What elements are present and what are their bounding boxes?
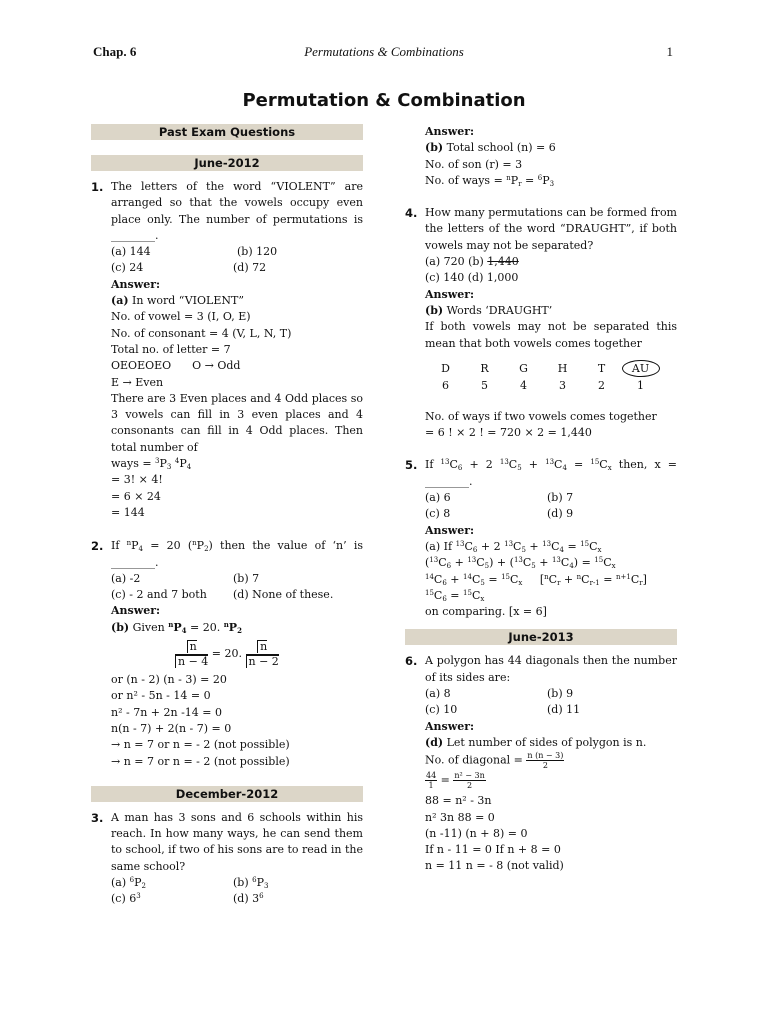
answer-label: Answer: (425, 719, 475, 733)
option-c: (c) 8 (425, 507, 451, 521)
left-column (91, 124, 363, 908)
question-text: A man has 3 sons and 6 schools within his reach. In how many ways, he can send them to school, if two of his sons are to read in the same school? (111, 810, 363, 873)
question-text: A polygon has 44 diagonals then the number of its sides are: (425, 654, 677, 684)
answer-line: If both vowels may not be separated this mean that both vowels comes together (425, 320, 677, 350)
answer-line: OEOEOEO O → Odd (111, 359, 241, 373)
question-6 (405, 653, 677, 874)
answer-line: n² - 7n + 2n -14 = 0 (111, 705, 222, 719)
options-row (425, 702, 677, 718)
options-row (111, 587, 363, 603)
option-d: (d) $3^6$ (233, 892, 264, 906)
question-1 (91, 179, 363, 521)
answer-line: E → Even (111, 375, 164, 389)
answer-formula: $\frac{n}{n - 4}$ = 20. $\frac{n}{n - 2}$ (111, 636, 363, 672)
answer-line: 88 = n² - 3n (425, 794, 492, 808)
option-c: (c) 10 (425, 703, 458, 717)
table-value: 5 (481, 378, 488, 392)
answer-label: Answer: (425, 523, 475, 537)
page-number: 1 (666, 44, 673, 59)
question-3 (91, 810, 363, 908)
options-row: (a) 720 (b) 1,440 (425, 255, 519, 269)
answer-line: (a) If $^{13}C_6 + 2$ $^{13}C_5 + ^{13}C_4 = ^{15}C_x$ (425, 539, 602, 554)
question-number: 1. (91, 180, 104, 194)
option-a: (a) -2 (111, 571, 141, 585)
option-b: (b) $^6P_3$ (233, 875, 269, 890)
table-letter: G (519, 361, 528, 375)
answer-line: (b) Words ‘DRAUGHT’ (425, 303, 553, 317)
answer-line: on comparing. [x = 6] (425, 605, 547, 619)
answer-line: n = 11 n = - 8 (not valid) (425, 859, 564, 873)
table-letter-circled: AU (622, 360, 660, 377)
table-letter: H (557, 361, 568, 375)
answer-label: Answer: (111, 604, 161, 618)
options-row (425, 506, 677, 522)
option-a: (a) 6 (425, 491, 451, 505)
option-d: (d) 72 (233, 261, 267, 275)
question-text: If $^nP_4 = 20$ $(^nP_2)$ then the value of ‘n’ is ________. (111, 539, 363, 569)
page-title: Permutation & Combination (242, 90, 526, 111)
answer-line: $(^{13}C_6 + ^{13}C_5) + (^{13}C_5 + ^{13}C_4) = ^{15}C_x$ (425, 556, 616, 571)
chapter-label: Chap. 6 (93, 44, 137, 59)
question-4-answer-cont (405, 409, 677, 442)
section-june-2012: June-2012 (91, 155, 363, 171)
answer-line: $^{15}C_6 = ^{15}C_x$ (425, 588, 485, 603)
answer-line: No. of vowel = 3 (I, O, E) (111, 310, 251, 324)
answer-line: = 3! × 4! (111, 473, 163, 487)
option-b: (b) 7 (233, 571, 260, 585)
option-a: (a) 8 (425, 687, 451, 701)
option-c: (c) - 2 and 7 both (111, 588, 207, 602)
table-value: 2 (598, 378, 605, 392)
answer-line: → n = 7 or n = - 2 (not possible) (111, 738, 290, 752)
answer-line: or (n - 2) (n - 3) = 20 (111, 673, 227, 687)
answer-label: Answer: (425, 125, 475, 138)
question-4 (405, 205, 677, 352)
table-letter: R (480, 361, 489, 375)
answer-line: (b) Total school (n) = 6 (425, 141, 556, 155)
option-b: (b) 9 (547, 687, 574, 701)
answer-line: = 6 ! × 2 ! = 720 × 2 = 1,440 (425, 426, 592, 440)
answer-line: (a) In word “VIOLENT” (111, 294, 244, 308)
answer-line: There are 3 Even places and 4 Odd places so 3 vowels can fill in 3 even places and 4 consonants can fill in 4 Odd places. Then total number of (111, 391, 363, 454)
question-2 (91, 538, 363, 770)
answer-line: If n - 11 = 0 If n + 8 = 0 (425, 843, 561, 857)
answer-line: No. of consonant = 4 (V, L, N, T) (111, 326, 292, 340)
answer-line: or n² - 5n - 14 = 0 (111, 689, 211, 703)
options-row (111, 571, 363, 587)
answer-line: No. of ways if two vowels comes together (425, 409, 657, 423)
answer-line: No. of son (r) = 3 (425, 157, 523, 171)
table-value: 6 (442, 378, 449, 392)
question-5 (405, 457, 677, 620)
table-value: 1 (637, 378, 644, 392)
option-d: (d) 11 (547, 703, 581, 717)
answer-line: = 144 (111, 505, 145, 519)
question-text: The letters of the word “VIOLENT” are arranged so that the vowels occupy even place only. The number of permutations is ________. (111, 180, 363, 242)
option-c: (c) 24 (111, 261, 144, 275)
section-past-exam: Past Exam Questions (91, 124, 363, 140)
question-number: 6. (405, 654, 418, 669)
question-3-answer (405, 124, 677, 189)
answer-line: (n -11) (n + 8) = 0 (425, 826, 528, 840)
section-december-2012: December-2012 (91, 786, 363, 802)
answer-line: $^{14}C_6 + ^{14}C_5 = ^{15}C_x$ $[^nC_r + ^nC_{r-1} = ^{n+1}C_r]$ (425, 572, 647, 587)
table-letter: D (441, 361, 450, 375)
table-letter: T (597, 361, 606, 375)
option-a: (a) 144 (111, 245, 151, 259)
options-row (425, 490, 677, 506)
question-number: 2. (91, 539, 104, 554)
question-number: 5. (405, 458, 418, 473)
option-d: (d) None of these. (233, 588, 334, 602)
answer-line: (b) Given $^nP_4 = 20$. $^nP_2$ (111, 619, 242, 635)
right-column (405, 124, 677, 875)
letters-table (426, 360, 677, 394)
answer-line: Total no. of letter = 7 (111, 342, 231, 356)
answer-label: Answer: (111, 277, 161, 291)
options-row (111, 891, 363, 907)
answer-line: No. of ways = $^nP_r = ^6P_3$ (425, 173, 555, 188)
answer-label: Answer: (425, 287, 475, 301)
options-row (111, 244, 363, 260)
answer-line: (d) Let number of sides of polygon is n. (425, 735, 647, 749)
option-a: (a) $^6P_2$ (111, 875, 146, 890)
option-d: (d) 9 (547, 507, 574, 521)
answer-line: $\frac{44}{1}$ = $\frac{\text{n² − 3n}}{2}$ (426, 771, 485, 791)
running-title: Permutations & Combinations (304, 44, 464, 59)
answer-line: n(n - 7) + 2(n - 7) = 0 (111, 721, 232, 735)
options-row: (c) 140 (d) 1,000 (425, 271, 519, 285)
options-row (111, 260, 363, 276)
option-b: (b) 7 (547, 491, 574, 505)
section-june-2013: June-2013 (405, 629, 677, 645)
answer-line: → n = 7 or n = - 2 (not possible) (111, 754, 290, 768)
option-c: (c) $6^3$ (111, 892, 141, 906)
question-text: How many permutations can be formed from the letters of the word “DRAUGHT”, if both vowels may not be separated? (425, 206, 677, 252)
options-row (111, 875, 363, 891)
table-value: 4 (520, 378, 527, 392)
answer-line: ways = $^3P_3$ $^4P_4$ (111, 457, 192, 472)
table-value: 3 (559, 378, 566, 392)
answer-line: n² 3n 88 = 0 (425, 810, 495, 824)
answer-line: No. of diagonal = $\frac{n (n - 3)}{2}$ (425, 751, 564, 771)
option-b: (b) 120 (237, 245, 278, 259)
answer-line: = 6 × 24 (111, 489, 161, 503)
options-row (425, 686, 677, 702)
question-text: If $^{13}C_6 + 2$ $^{13}C_5 + ^{13}C_4 = ^{15}C_x$ then, x = ________. (425, 458, 677, 488)
question-number: 3. (91, 810, 104, 825)
question-number: 4. (405, 206, 418, 221)
